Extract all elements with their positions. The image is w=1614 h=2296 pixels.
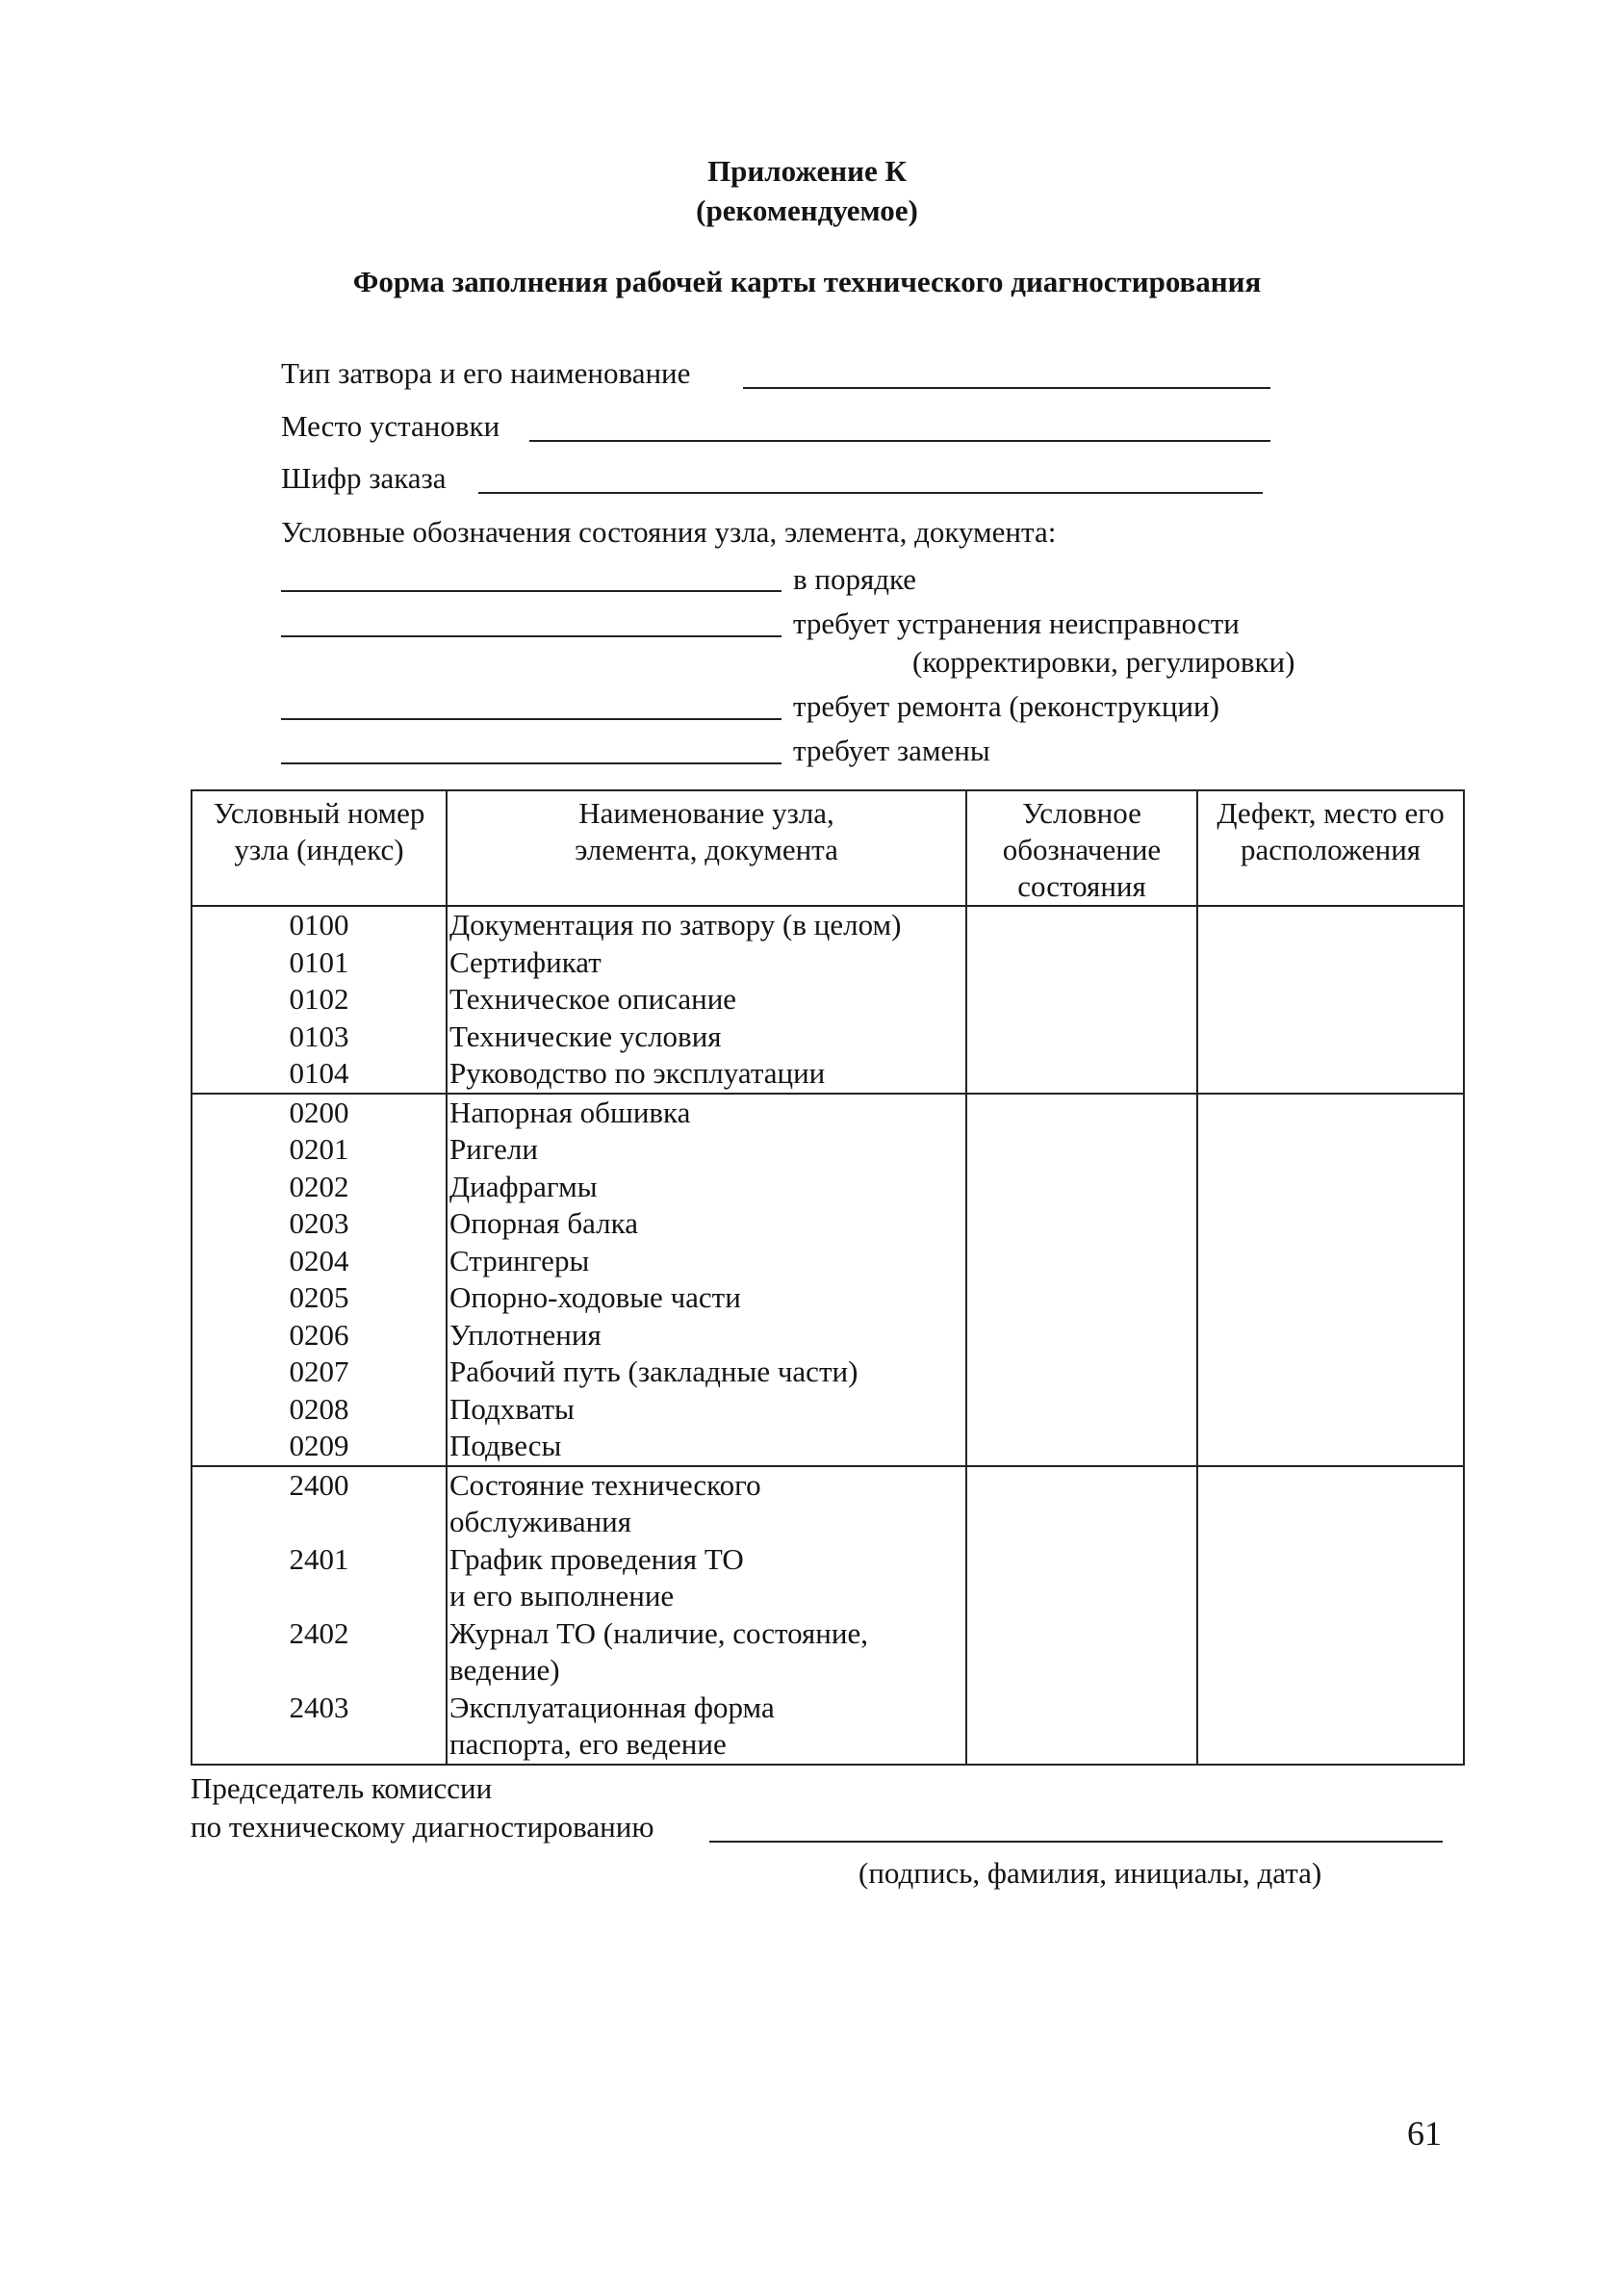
table-row — [192, 906, 1464, 944]
cell-name-line: Ригели — [449, 1132, 538, 1166]
cell-state[interactable] — [966, 1243, 1197, 1280]
cell-code: 0103 — [192, 1019, 447, 1056]
cell-code: 0203 — [192, 1205, 447, 1243]
header-code-line-1: Условный номер — [213, 796, 425, 830]
cell-code: 0208 — [192, 1391, 447, 1429]
header-defect-line-2: расположения — [1240, 833, 1422, 866]
cell-state[interactable] — [966, 981, 1197, 1019]
cell-defect[interactable] — [1197, 1354, 1464, 1391]
table-row — [192, 1055, 1464, 1094]
cell-name — [447, 1205, 966, 1243]
cell-code: 0101 — [192, 944, 447, 982]
cell-name-line: Состояние технического — [449, 1467, 761, 1502]
cell-defect[interactable] — [1197, 1541, 1464, 1615]
cell-state[interactable] — [966, 1019, 1197, 1056]
install-place-input-line[interactable] — [529, 440, 1270, 442]
table-row — [192, 1354, 1464, 1391]
header-state — [966, 790, 1197, 906]
cell-name-line: Технические условия — [449, 1019, 722, 1053]
cell-name — [447, 981, 966, 1019]
table-row — [192, 1317, 1464, 1354]
cell-name-line: Опорно-ходовые части — [449, 1280, 741, 1314]
cell-state[interactable] — [966, 906, 1197, 944]
table-row — [192, 1541, 1464, 1615]
cell-name-line: Диафрагмы — [449, 1169, 598, 1203]
appendix-title: Приложение К — [707, 154, 907, 188]
cell-name-line: и его выполнение — [449, 1579, 675, 1612]
cell-name — [447, 1279, 966, 1317]
table-row — [192, 1279, 1464, 1317]
table-row — [192, 944, 1464, 982]
table-body — [192, 906, 1464, 1765]
legend-ok-label: в порядке — [793, 562, 917, 596]
table-row — [192, 1466, 1464, 1541]
cell-state[interactable] — [966, 1131, 1197, 1169]
cell-state[interactable] — [966, 1205, 1197, 1243]
legend-intro: Условные обозначения состояния узла, элемента, документа: — [281, 515, 1057, 549]
gate-type-label: Тип затвора и его наименование — [281, 356, 691, 390]
diagnostic-card-table — [191, 789, 1465, 1766]
cell-name — [447, 1391, 966, 1429]
cell-code: 0206 — [192, 1317, 447, 1354]
appendix-note: (рекомендуемое) — [696, 193, 918, 227]
header-name-line-1: Наименование узла, — [578, 796, 834, 830]
gate-type-input-line[interactable] — [743, 387, 1270, 389]
cell-code: 2402 — [192, 1615, 447, 1690]
cell-name — [447, 1428, 966, 1466]
table-row — [192, 1131, 1464, 1169]
cell-name — [447, 1317, 966, 1354]
cell-name — [447, 1690, 966, 1765]
legend-replace-line[interactable] — [281, 762, 781, 764]
table-row — [192, 1690, 1464, 1765]
cell-state[interactable] — [966, 1391, 1197, 1429]
cell-state[interactable] — [966, 1615, 1197, 1690]
legend-replace-label: требует замены — [793, 734, 990, 767]
cell-name-line: обслуживания — [449, 1505, 632, 1538]
legend-repair-line[interactable] — [281, 718, 781, 720]
legend-ok-line[interactable] — [281, 590, 781, 592]
cell-name — [447, 1131, 966, 1169]
cell-code: 0202 — [192, 1169, 447, 1206]
cell-defect[interactable] — [1197, 1094, 1464, 1132]
cell-defect[interactable] — [1197, 1243, 1464, 1280]
cell-state[interactable] — [966, 1169, 1197, 1206]
cell-name-line: Техническое описание — [449, 982, 737, 1016]
table-row — [192, 1391, 1464, 1429]
cell-code: 0102 — [192, 981, 447, 1019]
cell-name-line: Журнал ТО (наличие, состояние, — [449, 1615, 868, 1650]
cell-name — [447, 1169, 966, 1206]
cell-name-line: Уплотнения — [449, 1317, 602, 1352]
form-title: Форма заполнения рабочей карты технического диагностирования — [352, 265, 1262, 298]
chairman-label-2: по техническому диагностированию — [191, 1810, 654, 1844]
header-name-line-2: элемента, документа — [575, 833, 838, 866]
cell-name-line: Эксплуатационная форма — [449, 1690, 775, 1724]
table-row — [192, 1615, 1464, 1690]
signature-caption: (подпись, фамилия, инициалы, дата) — [858, 1856, 1322, 1890]
cell-defect[interactable] — [1197, 1317, 1464, 1354]
cell-name — [447, 1055, 966, 1094]
install-place-label: Место установки — [281, 409, 500, 443]
legend-fix-note: (корректировки, регулировки) — [912, 645, 1295, 679]
table-row — [192, 1169, 1464, 1206]
cell-code: 0205 — [192, 1279, 447, 1317]
legend-fix-line[interactable] — [281, 635, 781, 637]
cell-name-line: паспорта, его ведение — [449, 1727, 727, 1761]
cell-defect[interactable] — [1197, 1428, 1464, 1466]
header-state-line-3: состояния — [1017, 869, 1146, 903]
table-row — [192, 1019, 1464, 1056]
cell-name — [447, 1615, 966, 1690]
cell-defect[interactable] — [1197, 1169, 1464, 1206]
cell-defect[interactable] — [1197, 1615, 1464, 1690]
cell-defect[interactable] — [1197, 1131, 1464, 1169]
cell-state[interactable] — [966, 1541, 1197, 1615]
cell-name — [447, 1541, 966, 1615]
signature-input-line[interactable] — [709, 1841, 1443, 1843]
cell-code: 2401 — [192, 1541, 447, 1615]
cell-name — [447, 1019, 966, 1056]
cell-name-line: Подхваты — [449, 1391, 575, 1426]
cell-defect[interactable] — [1197, 981, 1464, 1019]
cell-code: 0104 — [192, 1055, 447, 1094]
cell-state[interactable] — [966, 1466, 1197, 1541]
cell-code: 0204 — [192, 1243, 447, 1280]
table-row — [192, 1243, 1464, 1280]
cell-code: 0209 — [192, 1428, 447, 1466]
cell-defect[interactable] — [1197, 1690, 1464, 1765]
cell-defect[interactable] — [1197, 906, 1464, 944]
cell-state[interactable] — [966, 1428, 1197, 1466]
cell-name-line: Сертификат — [449, 944, 602, 979]
header-name — [447, 790, 966, 906]
cell-defect[interactable] — [1197, 1279, 1464, 1317]
cell-state[interactable] — [966, 1094, 1197, 1132]
cell-name-line: Напорная обшивка — [449, 1095, 691, 1129]
table-header-row — [192, 790, 1464, 906]
cell-name — [447, 1466, 966, 1541]
order-code-input-line[interactable] — [478, 492, 1263, 494]
cell-name-line: Документация по затвору (в целом) — [449, 908, 902, 942]
cell-defect[interactable] — [1197, 1019, 1464, 1056]
table-row — [192, 1428, 1464, 1466]
cell-name — [447, 1243, 966, 1280]
cell-code: 0207 — [192, 1354, 447, 1391]
cell-name-line: Рабочий путь (закладные части) — [449, 1354, 858, 1388]
legend-fix-label: требует устранения неисправности — [793, 606, 1240, 640]
cell-name — [447, 1354, 966, 1391]
table-row — [192, 981, 1464, 1019]
cell-name-line: Стрингеры — [449, 1243, 590, 1277]
cell-defect[interactable] — [1197, 944, 1464, 982]
header-defect-line-1: Дефект, место его — [1217, 796, 1445, 830]
page-number: 61 — [1407, 2114, 1442, 2153]
table-row — [192, 1094, 1464, 1132]
cell-code: 2403 — [192, 1690, 447, 1765]
cell-state[interactable] — [966, 1354, 1197, 1391]
cell-code: 2400 — [192, 1466, 447, 1541]
header-defect — [1197, 790, 1464, 906]
cell-name — [447, 906, 966, 944]
cell-code: 0201 — [192, 1131, 447, 1169]
header-code-line-2: узла (индекс) — [234, 833, 404, 866]
cell-defect[interactable] — [1197, 1055, 1464, 1094]
cell-state[interactable] — [966, 1690, 1197, 1765]
cell-name — [447, 1094, 966, 1132]
cell-defect[interactable] — [1197, 1466, 1464, 1541]
cell-state[interactable] — [966, 1317, 1197, 1354]
cell-name-line: ведение) — [449, 1653, 560, 1687]
cell-name-line: Руководство по эксплуатации — [449, 1056, 826, 1090]
cell-defect[interactable] — [1197, 1205, 1464, 1243]
legend-repair-label: требует ремонта (реконструкции) — [793, 689, 1219, 723]
cell-state[interactable] — [966, 1279, 1197, 1317]
cell-code: 0200 — [192, 1094, 447, 1132]
cell-code: 0100 — [192, 906, 447, 944]
cell-defect[interactable] — [1197, 1391, 1464, 1429]
cell-name-line: Опорная балка — [449, 1206, 638, 1240]
header-state-line-1: Условное — [1022, 796, 1141, 830]
cell-state[interactable] — [966, 1055, 1197, 1094]
cell-name — [447, 944, 966, 982]
cell-name-line: Подвесы — [449, 1429, 562, 1462]
chairman-label: Председатель комиссии — [191, 1771, 493, 1805]
cell-state[interactable] — [966, 944, 1197, 982]
cell-name-line: График проведения ТО — [449, 1541, 744, 1576]
order-code-label: Шифр заказа — [281, 461, 447, 495]
header-state-line-2: обозначение — [1002, 833, 1162, 866]
header-code — [192, 790, 447, 906]
table-row — [192, 1205, 1464, 1243]
